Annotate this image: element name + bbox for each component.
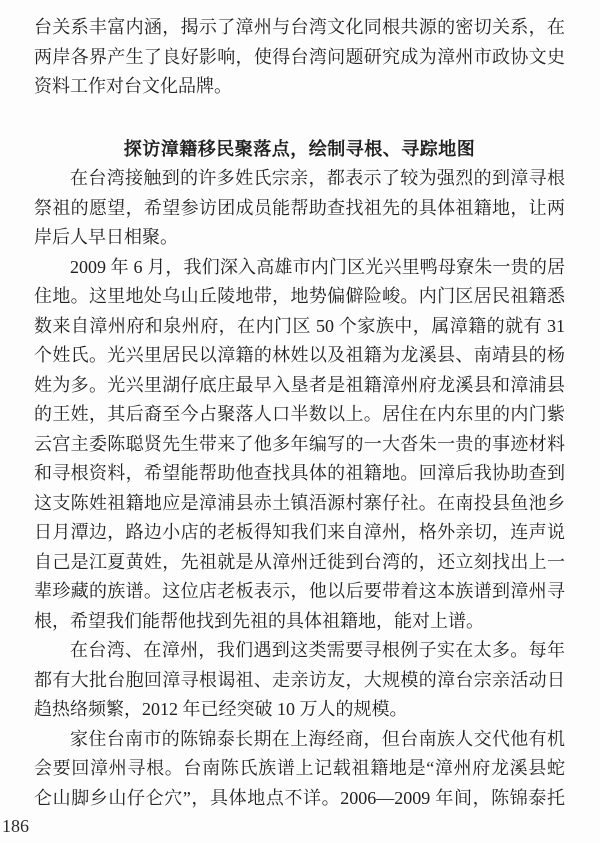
paragraph <box>34 164 565 253</box>
text-line: 在台湾、在漳州，我们遇到这类需要寻根例子实在太多。每年 <box>70 640 565 660</box>
text-line: 根，希望我们能帮他找到先祖的具体祖籍地，能对上谱。 <box>34 610 484 631</box>
text-line: 岸后人早日相聚。 <box>34 227 178 247</box>
text-line: 和寻根资料，希望能帮助他查找具体的祖籍地。回漳后我协助查到 <box>34 463 565 483</box>
section-heading: 探访漳籍移民聚落点，绘制寻根、寻踪地图 <box>123 138 476 159</box>
text-line: 在台湾接触到的许多姓氏宗亲，都表示了较为强烈的到漳寻根 <box>70 168 565 188</box>
text-line: 个姓氏。光兴里居民以漳籍的林姓以及祖籍为龙溪县、南靖县的杨 <box>34 345 565 365</box>
text-line: 姓为多。光兴里湖仔底庄最早入垦者是祖籍漳州府龙溪县和漳浦县 <box>34 374 565 395</box>
text-line: 2009 年 6 月，我们深入高雄市内门区光兴里鸭母寮朱一贵的居 <box>70 256 565 277</box>
text-line: 日月潭边，路边小店的老板得知我们来自漳州，格外亲切，连声说 <box>34 522 565 542</box>
text-line: 资料工作对台文化品牌。 <box>34 76 232 96</box>
text-line: 都有大批台胞回漳寻根谒祖、走亲访友，大规模的漳台宗亲活动日 <box>34 669 565 690</box>
text-line: 祭祖的愿望，希望参访团成员能帮助查找祖先的具体祖籍地，让两 <box>34 197 565 218</box>
text-line: 这支陈姓祖籍地应是漳浦县赤土镇浯源村寨仔社。在南投县鱼池乡 <box>34 492 565 513</box>
text-line: 的王姓，其后裔至今占聚落人口半数以上。居住在内东里的内门紫 <box>34 404 565 424</box>
paragraph <box>34 725 565 814</box>
text-line: 趋热络频繁，2012 年已经突破 10 万人的规模。 <box>34 699 408 719</box>
text-line: 台关系丰富内涵，揭示了漳州与台湾文化同根共源的密切关系，在 <box>34 17 565 37</box>
body-text <box>34 13 565 813</box>
paragraph <box>34 253 565 637</box>
text-line: 自己是江夏黄姓，先祖就是从漳州迁徙到台湾的，还立刻找出上一 <box>34 551 565 572</box>
text-line: 住地。这里地处乌山丘陵地带，地势偏僻险峻。内门区居民祖籍悉 <box>34 286 565 306</box>
text-line: 会要回漳州寻根。台南陈氏族谱上记载祖籍地是“漳州府龙溪县蛇 <box>34 758 565 778</box>
text-line: 云宫主委陈聪贤先生带来了他多年编写的一大沓朱一贵的事迹材料 <box>34 433 565 454</box>
text-line: 两岸各界产生了良好影响，使得台湾问题研究成为漳州市政协文史 <box>34 46 565 67</box>
text-line: 辈珍藏的族谱。这位店老板表示，他以后要带着这本族谱到漳州寻 <box>34 581 565 601</box>
text-line: 仑山脚乡山仔仑穴”，具体地点不详。2006—2009 年间，陈锦泰托 <box>34 787 565 808</box>
text-line: 家住台南市的陈锦泰长期在上海经商，但台南族人交代他有机 <box>70 728 565 749</box>
page-number: 186 <box>2 816 29 836</box>
paragraph <box>34 13 565 102</box>
paragraph <box>34 636 565 725</box>
text-line: 数来自漳州府和泉州府，在内门区 50 个家族中，属漳籍的就有 31 <box>34 315 565 336</box>
